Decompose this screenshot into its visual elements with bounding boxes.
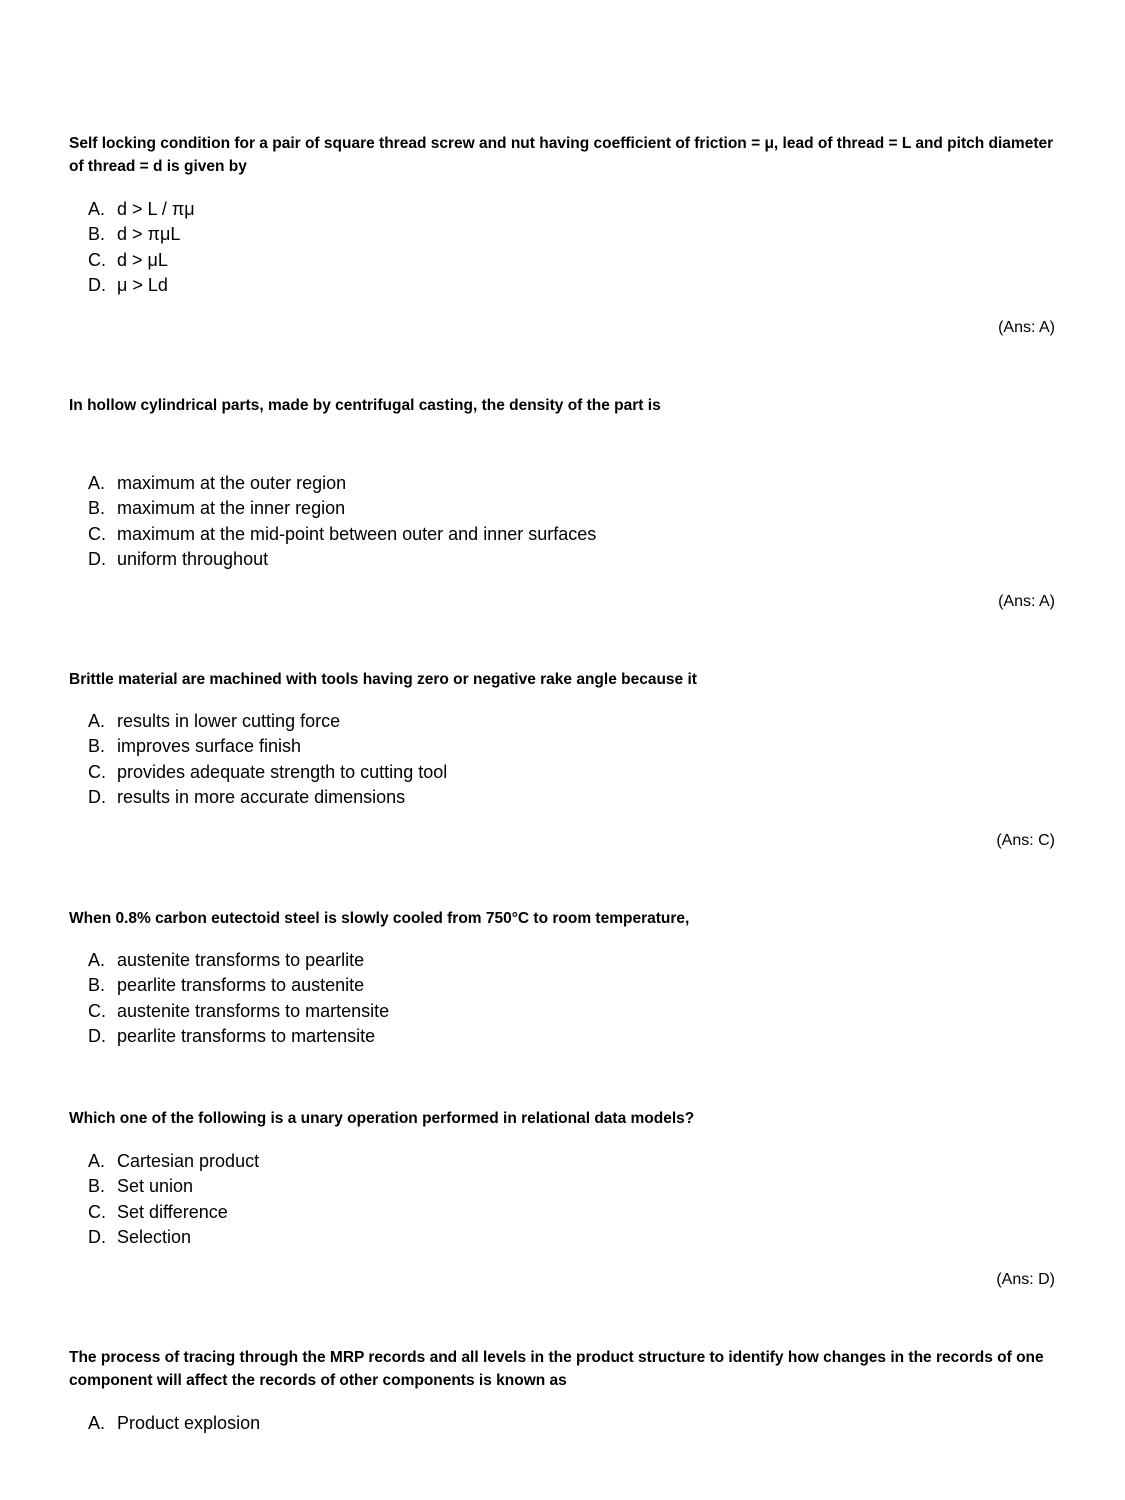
option-text: Cartesian product xyxy=(117,1151,260,1171)
option-item xyxy=(88,760,447,785)
option-text: pearlite transforms to austenite xyxy=(117,975,365,996)
option-label: A. xyxy=(88,711,106,731)
option-item xyxy=(88,734,447,759)
option-list xyxy=(88,471,596,572)
question-text: Self locking condition for a pair of square thread screw and nut having coefficient of friction = μ, lead of thread = L and pitch diameter of thread = d is given by xyxy=(69,135,1054,175)
question-text: In hollow cylindrical parts, made by centrifugal casting, the density of the part is xyxy=(69,397,661,414)
option-item xyxy=(88,522,596,547)
option-item xyxy=(88,948,389,973)
answer-text: (Ans: A) xyxy=(998,593,1055,610)
option-text: μ > Ld xyxy=(117,274,168,295)
option-text: d > L / πμ xyxy=(117,199,195,219)
option-label: C. xyxy=(88,249,106,270)
option-text: maximum at the outer region xyxy=(117,473,347,493)
option-item xyxy=(88,1174,259,1199)
option-item xyxy=(88,1200,259,1225)
option-list xyxy=(88,197,195,298)
option-text: d > πμL xyxy=(117,224,181,245)
option-item xyxy=(88,1225,259,1250)
option-text: improves surface finish xyxy=(117,736,302,757)
answer-text: (Ans: A) xyxy=(998,319,1055,336)
question-text: The process of tracing through the MRP records and all levels in the product structure to identify how changes in the records of one component will affect the records of other components is known as xyxy=(69,1349,1044,1389)
option-label: D. xyxy=(88,786,106,807)
option-item xyxy=(88,471,596,496)
option-text: austenite transforms to martensite xyxy=(117,1000,390,1021)
option-label: A. xyxy=(88,1151,106,1171)
option-label: C. xyxy=(88,1201,106,1222)
option-item xyxy=(88,547,596,572)
option-label: C. xyxy=(88,761,106,782)
option-label: A. xyxy=(88,199,106,219)
option-item xyxy=(88,222,195,247)
option-item xyxy=(88,197,195,222)
option-item xyxy=(88,273,195,298)
option-list xyxy=(88,709,447,810)
option-text: Set difference xyxy=(117,1201,228,1222)
option-item xyxy=(88,709,447,734)
option-label: D. xyxy=(88,1025,106,1046)
option-label: A. xyxy=(88,1413,106,1433)
option-text: maximum at the inner region xyxy=(117,498,346,519)
option-label: B. xyxy=(88,1176,106,1197)
option-label: D. xyxy=(88,548,106,569)
option-text: Selection xyxy=(117,1226,192,1247)
option-item xyxy=(88,973,389,998)
option-label: B. xyxy=(88,975,106,996)
option-text: uniform throughout xyxy=(117,548,269,569)
option-label: D. xyxy=(88,274,106,295)
option-item xyxy=(88,248,195,273)
option-item xyxy=(88,496,596,521)
option-label: C. xyxy=(88,523,106,544)
question-text: When 0.8% carbon eutectoid steel is slowly cooled from 750°C to room temperature, xyxy=(69,910,690,927)
option-text: results in more accurate dimensions xyxy=(117,786,406,807)
option-list xyxy=(88,1411,260,1436)
option-text: Set union xyxy=(117,1176,194,1197)
option-item xyxy=(88,1411,260,1436)
option-label: D. xyxy=(88,1226,106,1247)
option-label: C. xyxy=(88,1000,106,1021)
option-label: A. xyxy=(88,950,106,970)
option-text: d > μL xyxy=(117,249,168,270)
question-text: Brittle material are machined with tools having zero or negative rake angle because it xyxy=(69,671,697,688)
option-item xyxy=(88,1024,389,1049)
option-item xyxy=(88,999,389,1024)
option-text: maximum at the mid-point between outer and inner surfaces xyxy=(117,523,597,544)
answer-text: (Ans: D) xyxy=(996,1271,1055,1288)
option-label: B. xyxy=(88,736,106,757)
option-list xyxy=(88,948,389,1049)
option-item xyxy=(88,785,447,810)
option-text: results in lower cutting force xyxy=(117,711,341,731)
option-list xyxy=(88,1149,259,1250)
option-text: provides adequate strength to cutting tool xyxy=(117,761,448,782)
answer-text: (Ans: C) xyxy=(996,832,1055,849)
option-item xyxy=(88,1149,259,1174)
option-label: B. xyxy=(88,224,106,245)
question-text: Which one of the following is a unary operation performed in relational data models? xyxy=(69,1110,695,1127)
option-text: pearlite transforms to martensite xyxy=(117,1025,376,1046)
option-text: Product explosion xyxy=(117,1413,261,1433)
option-label: B. xyxy=(88,498,106,519)
option-label: A. xyxy=(88,473,106,493)
option-text: austenite transforms to pearlite xyxy=(117,950,365,970)
